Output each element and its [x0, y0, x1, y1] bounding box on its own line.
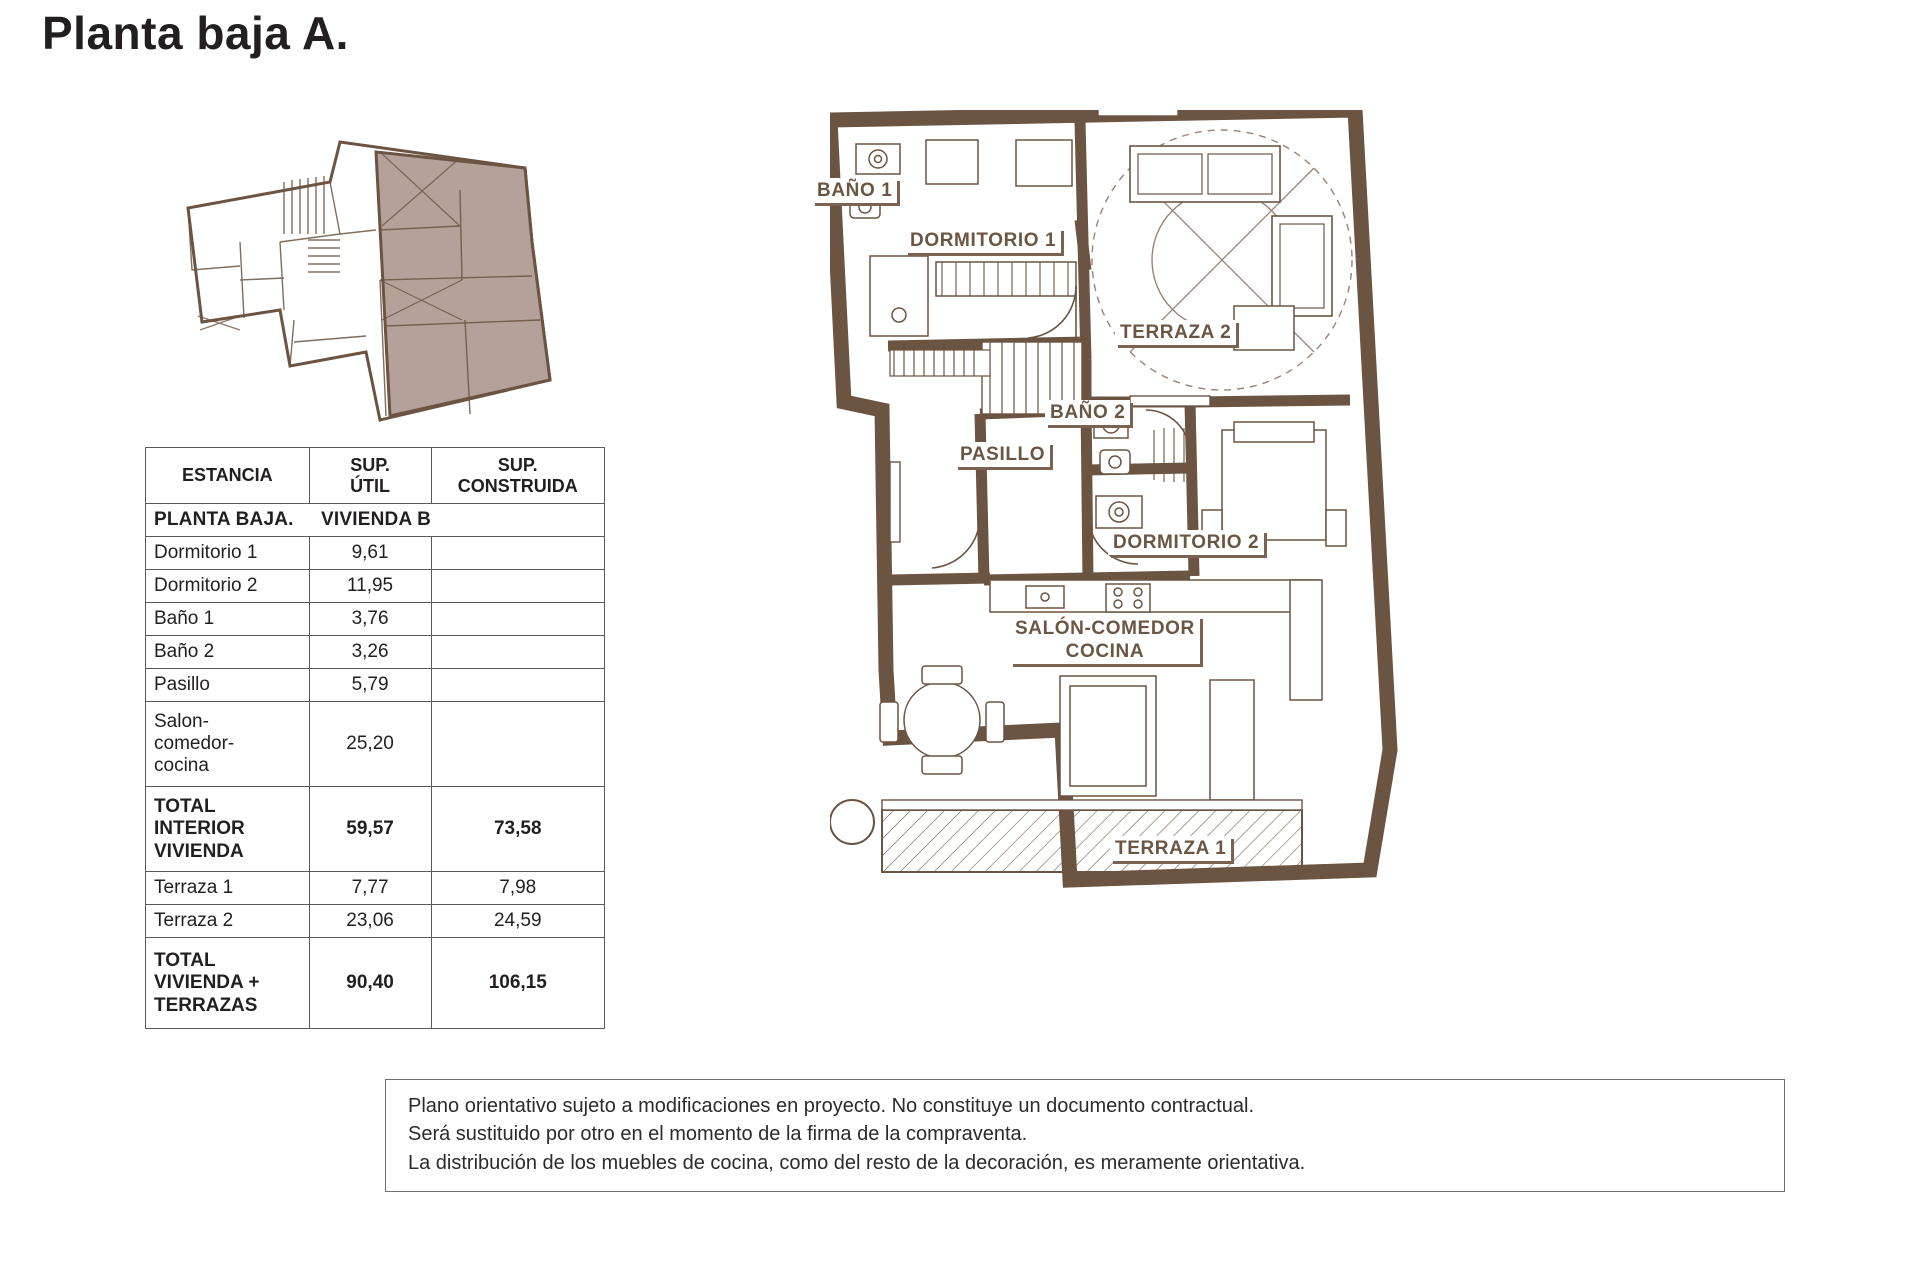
total-terr-line1: TOTAL	[154, 949, 216, 971]
table-row	[146, 603, 605, 636]
total-interior-line2: INTERIOR	[154, 818, 245, 840]
row-useful: 11,95	[309, 570, 431, 603]
salon-line2: comedor-	[154, 733, 235, 755]
room-label-dormitorio-1: DORMITORIO 1	[905, 228, 1061, 253]
table-row-total-with-terraces	[146, 938, 605, 1029]
row-room-name: Baño 2	[146, 636, 310, 669]
total-interior-line3: VIVIENDA	[154, 840, 244, 862]
table-row-total-interior	[146, 787, 605, 872]
row-room-name: Baño 1	[146, 603, 310, 636]
section-label-cell	[146, 504, 605, 537]
salon-furniture	[880, 666, 1254, 800]
salon-line1: Salon-	[154, 711, 209, 733]
row-useful: 90,40	[309, 938, 431, 1029]
table-row	[146, 702, 605, 787]
built-line2: CONSTRUIDA	[457, 475, 578, 496]
row-room-name: Terraza 2	[146, 905, 310, 938]
disclaimer-line-3: La distribución de los muebles de cocina, como del resto de la decoración, es meramente orientativa.	[408, 1151, 1306, 1174]
column-header-room: ESTANCIA	[146, 448, 310, 504]
room-label-dormitorio-2: DORMITORIO 2	[1108, 530, 1264, 555]
row-built: 7,98	[431, 872, 605, 905]
room-label-bano-2: BAÑO 2	[1045, 400, 1130, 425]
row-built	[431, 537, 605, 570]
table-header	[146, 448, 605, 504]
key-plan-outline	[188, 142, 550, 420]
row-useful: 23,06	[309, 905, 431, 938]
built-line1: SUP.	[497, 455, 538, 475]
row-useful: 9,61	[309, 537, 431, 570]
total-terr-line3: TERRAZAS	[154, 994, 258, 1016]
row-useful: 5,79	[309, 669, 431, 702]
row-room-name	[146, 938, 310, 1029]
room-label-terraza-1: TERRAZA 1	[1110, 836, 1231, 861]
disclaimer-box	[385, 1079, 1785, 1192]
table-row	[146, 537, 605, 570]
table-row	[146, 872, 605, 905]
row-useful: 7,77	[309, 872, 431, 905]
row-built: 106,15	[431, 938, 605, 1029]
total-interior-line1: TOTAL	[154, 795, 216, 817]
row-room-name: Dormitorio 1	[146, 537, 310, 570]
row-room-name: Pasillo	[146, 669, 310, 702]
table-body	[146, 504, 605, 1029]
floor-plan-drawing	[817, 110, 1890, 910]
page-title: Planta baja A.	[42, 7, 349, 59]
row-built	[431, 570, 605, 603]
table-row	[146, 905, 605, 938]
table-row	[146, 636, 605, 669]
disclaimer-line-2: Será sustituido por otro en el momento de la firma de la compraventa.	[408, 1123, 1028, 1146]
salon-line3: cocina	[154, 755, 209, 777]
section-floor: PLANTA BAJA.	[154, 509, 294, 531]
salon-label-line1: SALÓN-COMEDOR	[1015, 618, 1195, 639]
key-plan-thumbnail	[180, 130, 580, 430]
column-header-built	[431, 448, 605, 504]
useful-line1: SUP.	[350, 455, 390, 475]
salon-label-line2: COCINA	[1065, 641, 1145, 663]
row-built	[431, 603, 605, 636]
row-built	[431, 702, 605, 787]
row-room-name: Dormitorio 2	[146, 570, 310, 603]
room-label-terraza-2: TERRAZA 2	[1115, 320, 1236, 345]
row-useful: 3,26	[309, 636, 431, 669]
column-header-useful	[309, 448, 431, 504]
row-useful: 25,20	[309, 702, 431, 787]
row-room-name: Terraza 1	[146, 872, 310, 905]
row-built: 73,58	[431, 787, 605, 872]
row-useful: 59,57	[309, 787, 431, 872]
table-row	[146, 570, 605, 603]
row-room-name	[146, 787, 310, 872]
row-useful: 3,76	[309, 603, 431, 636]
table-section-row	[146, 504, 605, 537]
room-label-salon-comedor-cocina	[1010, 616, 1200, 664]
room-label-bano-1: BAÑO 1	[812, 178, 897, 203]
disclaimer-line-1: Plano orientativo sujeto a modificaciones en proyecto. No constituye un documento contractual.	[408, 1095, 1255, 1117]
row-built: 24,59	[431, 905, 605, 938]
total-terr-line2: VIVIENDA +	[154, 972, 260, 994]
dormitorio-1-furniture	[926, 140, 1076, 296]
row-built	[431, 669, 605, 702]
room-label-pasillo: PASILLO	[955, 442, 1050, 467]
table-row	[146, 669, 605, 702]
section-unit: VIVIENDA B	[321, 509, 432, 531]
terraza-2-area	[1092, 130, 1352, 390]
row-built	[431, 636, 605, 669]
useful-line2: ÚTIL	[350, 475, 391, 496]
row-room-name	[146, 702, 310, 787]
areas-table	[145, 447, 605, 1029]
